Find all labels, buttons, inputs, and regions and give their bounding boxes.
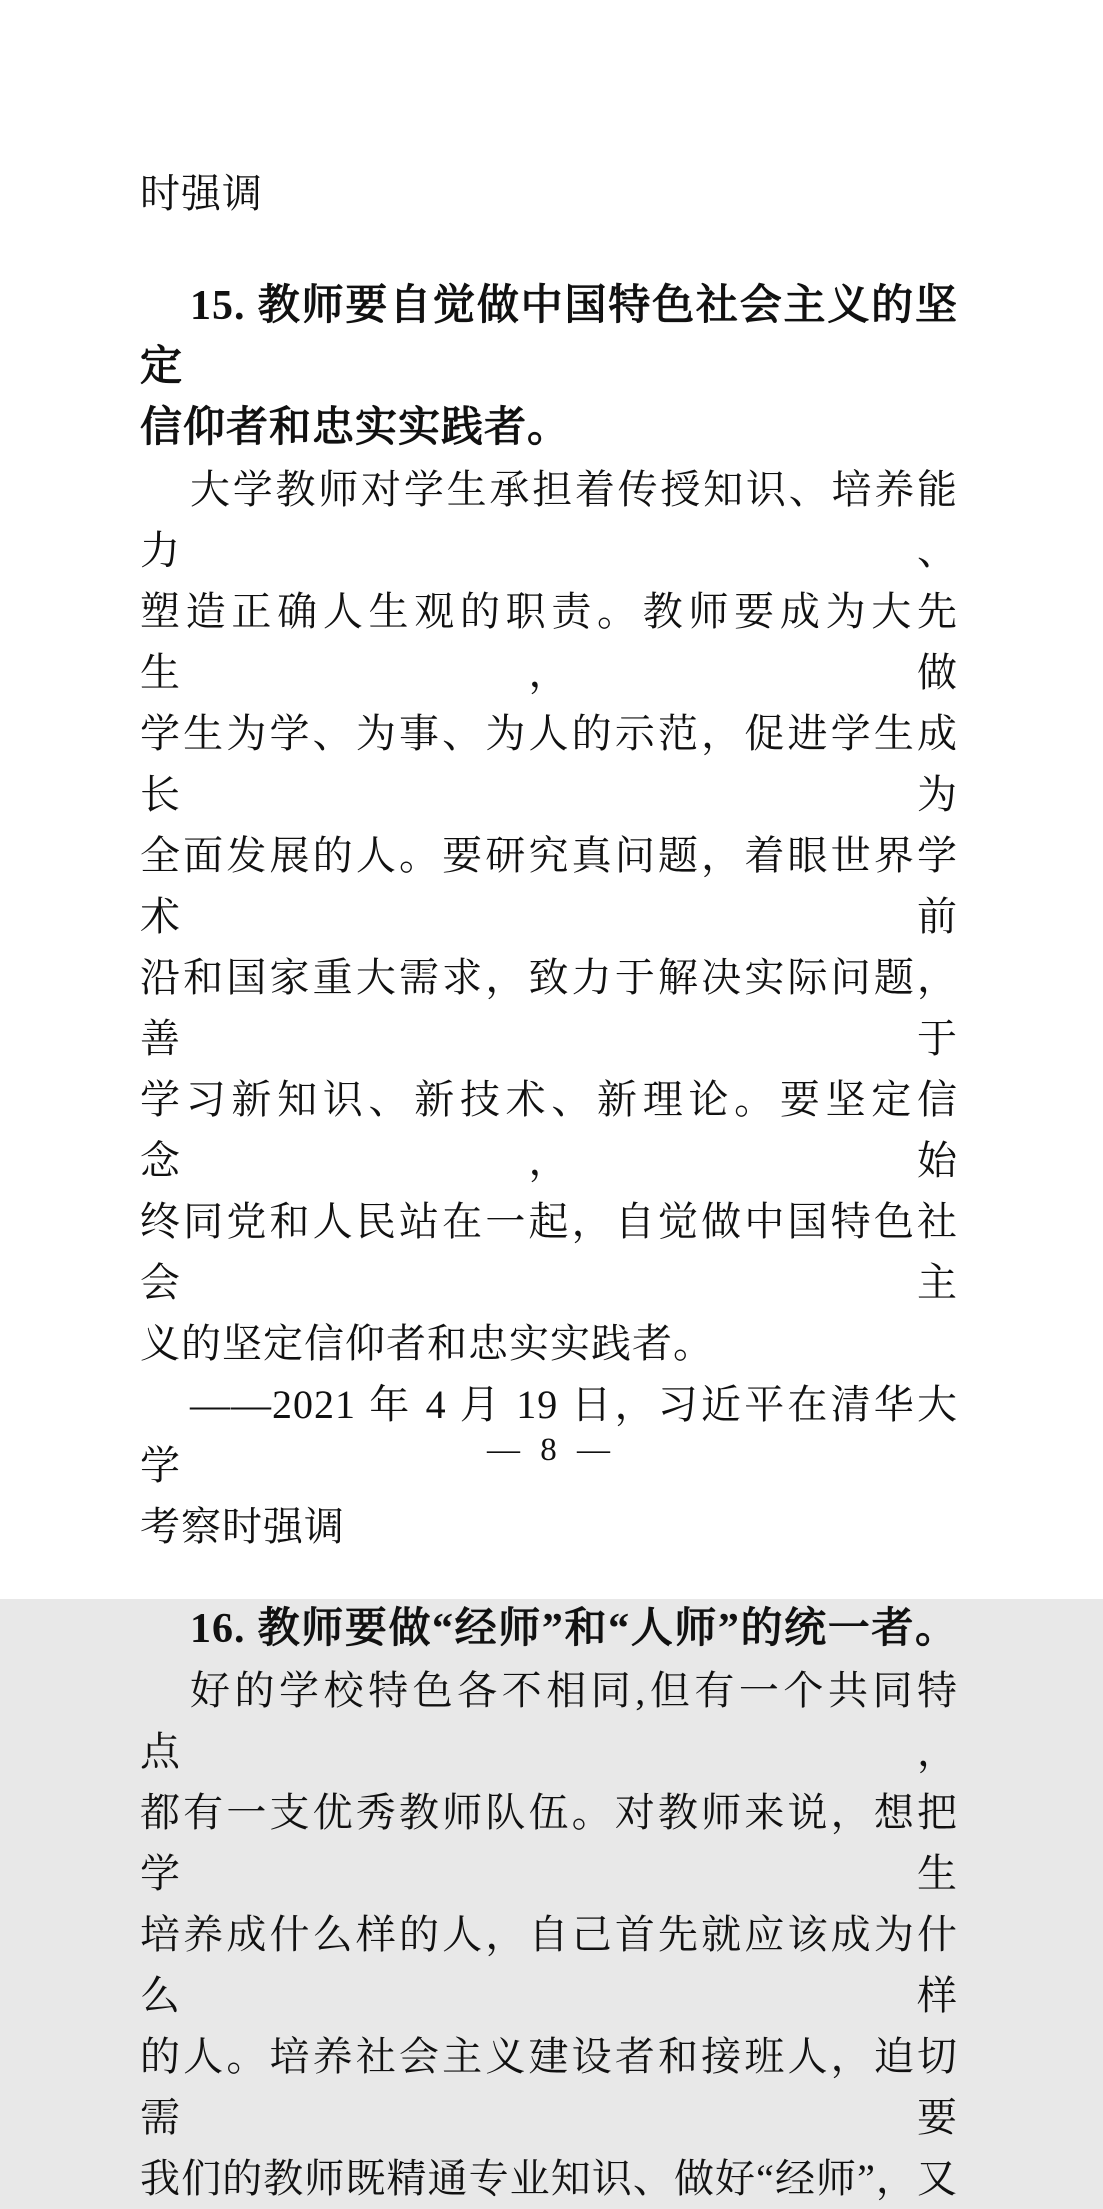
body-line: 我们的教师既精通专业知识、做好“经师”，又 (140, 2156, 958, 2201)
attribution-line: 考察时强调 (140, 1504, 345, 1549)
section-gap (140, 1557, 958, 1599)
heading-line: 信仰者和忠实实践者。 (140, 405, 571, 451)
attribution-line: ——2021 年 4 月 19 日，习近平在清华大学 (140, 1382, 958, 1488)
sections-container (140, 276, 958, 2209)
body-line: 的人。培养社会主义建设者和接班人，迫切需要 (140, 2034, 958, 2140)
text-block (140, 163, 958, 2209)
page-number: — 8 — (487, 1432, 616, 1468)
body-line: 全面发展的人。要研究真问题，着眼世界学术前 (140, 833, 958, 939)
body-line: 学生为学、为事、为人的示范，促进学生成长为 (140, 711, 958, 817)
quote-section-15 (140, 276, 958, 1557)
intro-continuation-line: 时强调 (140, 171, 263, 216)
body-line: 义的坚定信仰者和忠实实践者。 (140, 1321, 714, 1366)
body-line: 大学教师对学生承担着传授知识、培养能力、 (140, 467, 958, 573)
body-line: 塑造正确人生观的职责。教师要成为大先生，做 (140, 589, 958, 695)
body-line: 沿和国家重大需求，致力于解决实际问题，善于 (140, 955, 958, 1061)
heading-line: 16. 教师要做“经师”和“人师”的统一者。 (190, 1606, 958, 1652)
section-gap (140, 224, 958, 276)
body-line: 学习新知识、新技术、新理论。要坚定信念，始 (140, 1077, 958, 1183)
quote-section-16 (140, 1599, 958, 2209)
body-line: 终同党和人民站在一起，自觉做中国特色社会主 (140, 1199, 958, 1305)
heading-line: 15. 教师要自觉做中国特色社会主义的坚定 (140, 283, 958, 390)
body-line: 好的学校特色各不相同,但有一个共同特点， (140, 1668, 958, 1774)
body-line: 都有一支优秀教师队伍。对教师来说，想把学生 (140, 1790, 958, 1896)
body-line: 培养成什么样的人，自己首先就应该成为什么样 (140, 1912, 958, 2018)
